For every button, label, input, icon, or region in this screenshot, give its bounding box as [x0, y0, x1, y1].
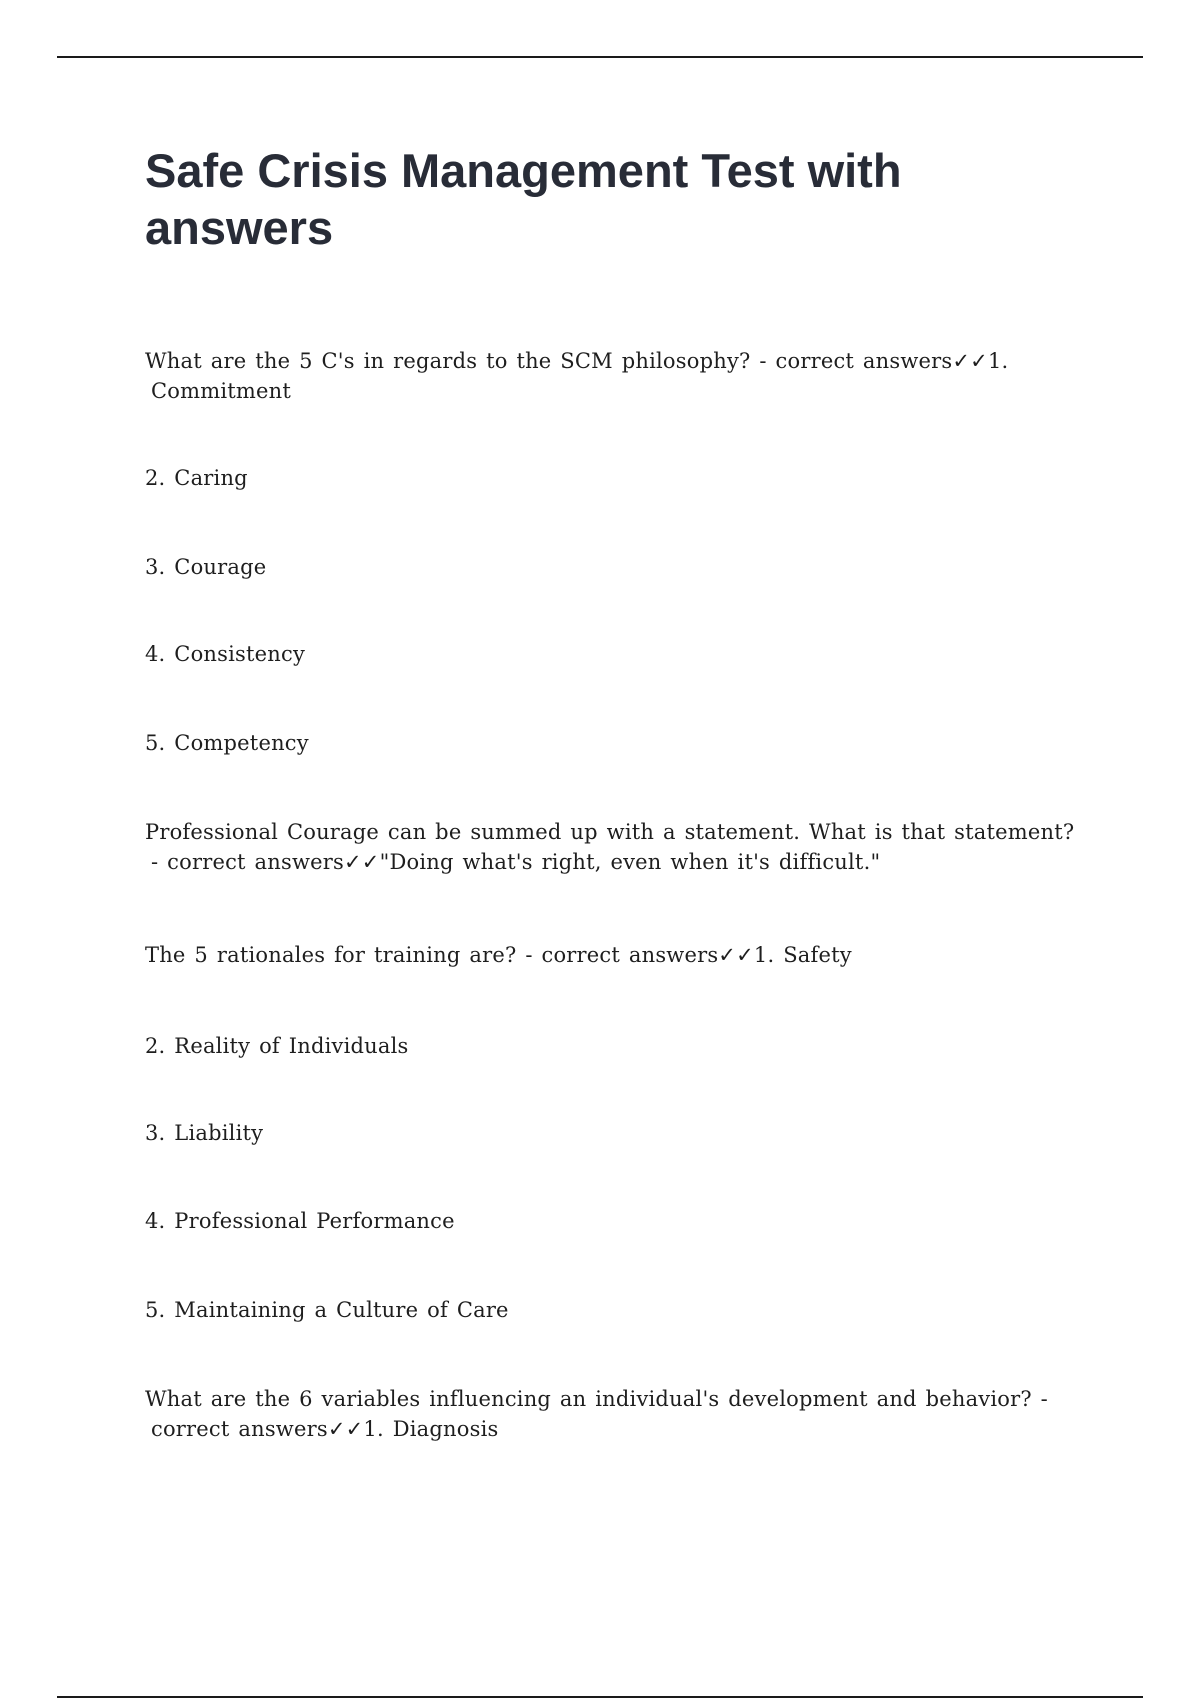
answer-item: 4. Consistency — [145, 642, 306, 666]
answer-item: 5. Competency — [145, 731, 309, 755]
answer-item: 5. Maintaining a Culture of Care — [145, 1298, 509, 1322]
question-1 — [145, 346, 1090, 406]
question-4-line-1: What are the 6 variables influencing an individual's development and behavior? - — [145, 1387, 1048, 1411]
question-4 — [145, 1384, 1090, 1444]
question-2-line-1: Professional Courage can be summed up with a statement. What is that statement? — [145, 820, 1075, 844]
question-4-line-2: correct answers✓✓1. Diagnosis — [151, 1417, 499, 1441]
top-rule — [57, 56, 1143, 58]
question-3: The 5 rationales for training are? - correct answers✓✓1. Safety — [145, 943, 852, 967]
question-2 — [145, 817, 1090, 877]
question-2-line-2: - correct answers✓✓"Doing what's right, even when it's difficult." — [151, 850, 881, 874]
answer-item: 2. Caring — [145, 466, 248, 490]
document-title: Safe Crisis Management Test with answers — [145, 144, 902, 254]
bottom-rule — [57, 1696, 1143, 1698]
answer-item: 3. Liability — [145, 1121, 264, 1145]
answer-item: 4. Professional Performance — [145, 1209, 455, 1233]
answer-item: 3. Courage — [145, 555, 267, 579]
question-1-line-1: What are the 5 C's in regards to the SCM philosophy? - correct answers✓✓1. — [145, 349, 1009, 373]
answer-item: 2. Reality of Individuals — [145, 1034, 409, 1058]
question-1-line-2: Commitment — [151, 379, 291, 403]
